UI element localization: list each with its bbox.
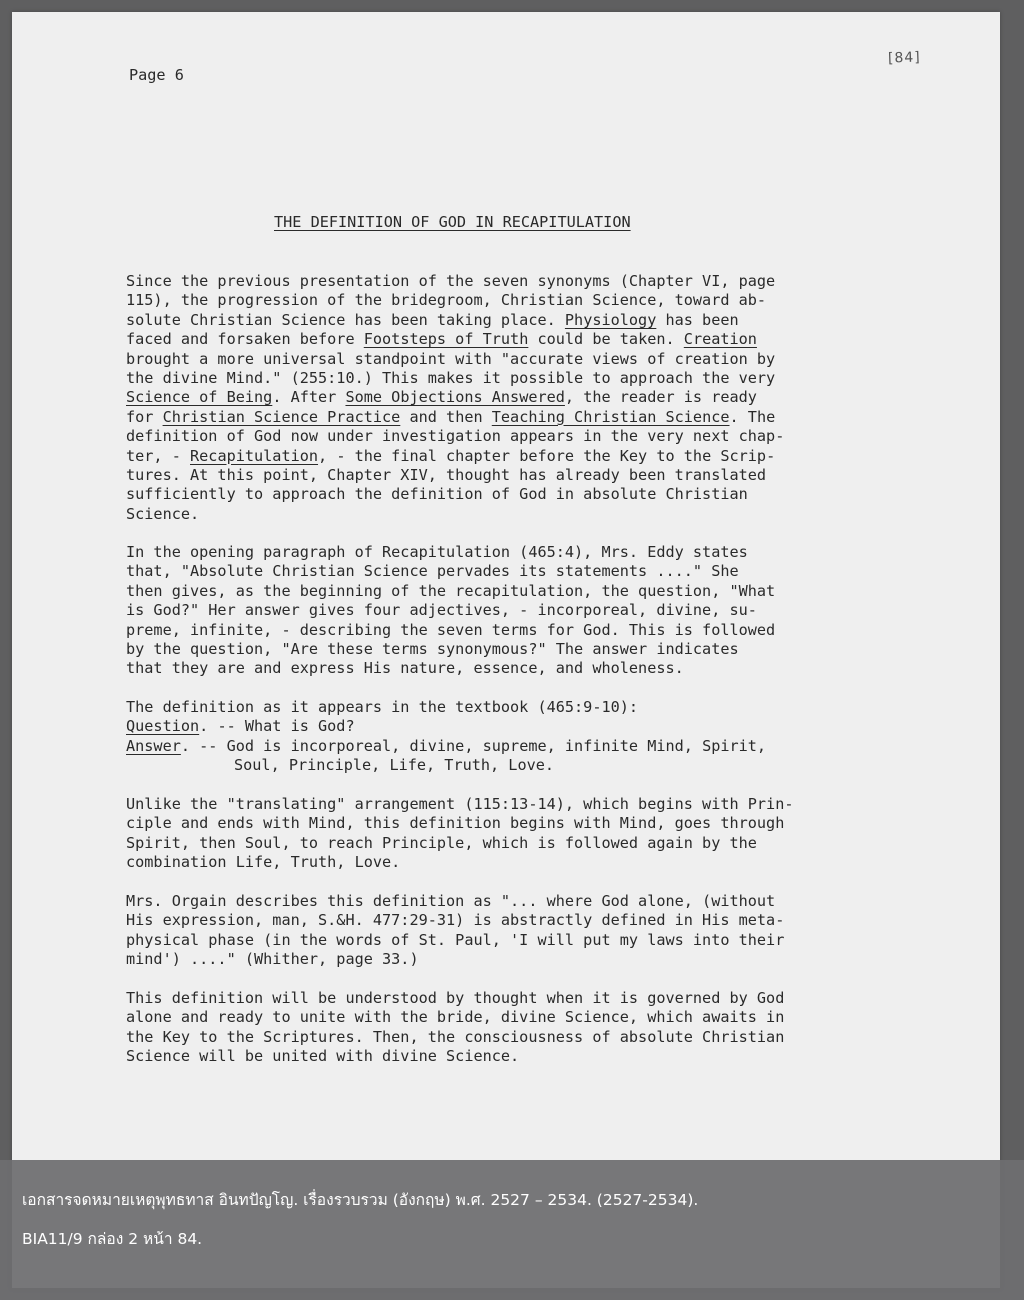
text-segment: physical phase (in the words of St. Paul, 'I will put my laws into their xyxy=(126,930,785,949)
text-line xyxy=(126,1008,784,1027)
text-line xyxy=(126,427,784,446)
text-segment: then gives, as the beginning of the recapitulation, the question, "What xyxy=(126,581,776,600)
text-segment: brought a more universal standpoint with "accurate views of creation by xyxy=(126,349,776,368)
text-line xyxy=(126,931,784,950)
text-line xyxy=(126,291,784,310)
text-segment: preme, infinite, - describing the seven terms for God. This is followed xyxy=(126,620,776,639)
caption-citation: เอกสารจดหมายเหตุพุทธทาส อินทปัญโญ. เรื่องรวบรวม (อังกฤษ) พ.ศ. 2527 – 2534. (2527-2534). xyxy=(22,1191,699,1209)
text-line xyxy=(126,756,766,775)
text-line xyxy=(126,659,775,678)
text-line xyxy=(126,485,784,504)
text-line xyxy=(126,408,784,427)
archive-caption-bar xyxy=(0,1160,1024,1300)
text-segment: The definition as it appears in the textbook (465:9-10): xyxy=(126,698,639,716)
text-segment: His expression, man, S.&H. 477:29-31) is abstractly defined in His meta- xyxy=(126,911,785,930)
text-segment: . -- God is incorporeal, divine, supreme, infinite Mind, Spirit, xyxy=(180,736,767,755)
text-segment: Science will be united with divine Science. xyxy=(126,1047,520,1066)
archive-page-number: [84] xyxy=(887,49,922,67)
text-line xyxy=(126,892,784,911)
text-segment: Soul, Principle, Life, Truth, Love. xyxy=(234,756,555,775)
text-segment: Science. xyxy=(126,504,200,523)
underlined-term: Some Objections Answered xyxy=(345,388,565,407)
text-segment: for xyxy=(126,407,163,426)
text-line xyxy=(126,447,784,466)
text-segment: Spirit, then Soul, to reach Principle, which is followed again by the xyxy=(126,833,757,852)
caption-location: BIA11/9 กล่อง 2 หน้า 84. xyxy=(22,1230,203,1248)
text-line xyxy=(126,505,784,524)
text-segment: . After xyxy=(272,388,346,407)
underlined-term: Question xyxy=(126,717,200,736)
text-segment: 115), the progression of the bridegroom, Christian Science, toward ab- xyxy=(126,291,767,310)
text-segment: Mrs. Orgain describes this definition as "... where God alone, (without xyxy=(126,892,776,910)
text-line xyxy=(126,388,784,407)
text-segment: solute Christian Science has been taking place. xyxy=(126,310,565,329)
text-line xyxy=(126,911,784,930)
text-line xyxy=(126,989,784,1008)
text-segment: by the question, "Are these terms synonymous?" The answer indicates xyxy=(126,639,739,658)
underlined-term: Footsteps of Truth xyxy=(363,330,529,349)
text-line xyxy=(126,834,794,853)
text-segment: , - the final chapter before the Key to the Scrip- xyxy=(318,446,776,465)
underlined-term: Answer xyxy=(126,736,181,755)
paragraph-3 xyxy=(126,698,766,776)
text-segment: the Key to the Scriptures. Then, the consciousness of absolute Christian xyxy=(126,1027,785,1046)
text-segment: Since the previous presentation of the seven synonyms (Chapter VI, page xyxy=(126,272,776,290)
text-segment: alone and ready to unite with the bride, divine Science, which awaits in xyxy=(126,1008,785,1027)
underlined-term: Creation xyxy=(683,330,757,349)
paragraph-6 xyxy=(126,989,784,1067)
paragraph-5 xyxy=(126,892,784,970)
text-line xyxy=(126,621,775,640)
text-segment: the divine Mind." (255:10.) This makes it possible to approach the very xyxy=(126,368,776,387)
text-segment: mind') ...." (Whither, page 33.) xyxy=(126,950,419,969)
document-title: THE DEFINITION OF GOD IN RECAPITULATION xyxy=(274,213,631,231)
text-line xyxy=(126,330,784,349)
text-line xyxy=(126,350,784,369)
text-line xyxy=(126,272,784,291)
text-segment: and then xyxy=(400,407,492,426)
text-segment: has been xyxy=(656,310,739,329)
text-segment: This definition will be understood by thought when it is governed by God xyxy=(126,989,785,1007)
text-segment: , the reader is ready xyxy=(564,388,757,407)
text-segment: ciple and ends with Mind, this definition begins with Mind, goes through xyxy=(126,814,785,833)
paragraph-2 xyxy=(126,543,775,679)
text-line xyxy=(126,853,794,872)
text-line xyxy=(126,369,784,388)
underlined-term: Physiology xyxy=(564,310,657,329)
text-segment: ter, - xyxy=(126,446,191,465)
text-segment: could be taken. xyxy=(528,330,684,349)
text-line xyxy=(126,543,775,562)
document-page xyxy=(12,12,1000,1288)
text-segment: In the opening paragraph of Recapitulation (465:4), Mrs. Eddy states xyxy=(126,543,748,561)
text-line xyxy=(126,717,766,736)
page-label: Page 6 xyxy=(129,66,184,84)
text-segment: combination Life, Truth, Love. xyxy=(126,853,401,872)
text-line xyxy=(126,698,766,717)
text-segment: that, "Absolute Christian Science pervades its statements ...." She xyxy=(126,562,739,581)
underlined-term: Science of Being xyxy=(126,388,273,407)
text-line xyxy=(126,795,794,814)
text-line xyxy=(126,1028,784,1047)
underlined-term: Christian Science Practice xyxy=(162,407,401,426)
text-line xyxy=(126,737,766,756)
text-line xyxy=(126,950,784,969)
text-line xyxy=(126,582,775,601)
text-line xyxy=(126,814,794,833)
text-line xyxy=(126,466,784,485)
text-segment: sufficiently to approach the definition of God in absolute Christian xyxy=(126,485,748,504)
text-segment: tures. At this point, Chapter XIV, thought has already been translated xyxy=(126,465,767,484)
text-segment: is God?" Her answer gives four adjectives, - incorporeal, divine, su- xyxy=(126,601,757,620)
text-segment: definition of God now under investigation appears in the very next chap- xyxy=(126,427,785,446)
text-line xyxy=(126,562,775,581)
underlined-term: Teaching Christian Science xyxy=(491,407,730,426)
text-segment: . -- What is God? xyxy=(199,717,355,736)
text-segment: . The xyxy=(729,407,776,426)
text-line xyxy=(126,311,784,330)
paragraph-1 xyxy=(126,272,784,524)
text-line xyxy=(126,640,775,659)
text-segment: faced and forsaken before xyxy=(126,330,364,349)
text-segment: Unlike the "translating" arrangement (115:13-14), which begins with Prin- xyxy=(126,795,794,813)
text-segment: that they are and express His nature, essence, and wholeness. xyxy=(126,659,684,678)
underlined-term: Recapitulation xyxy=(190,446,319,465)
paragraph-4 xyxy=(126,795,794,873)
text-line xyxy=(126,601,775,620)
text-line xyxy=(126,1047,784,1066)
